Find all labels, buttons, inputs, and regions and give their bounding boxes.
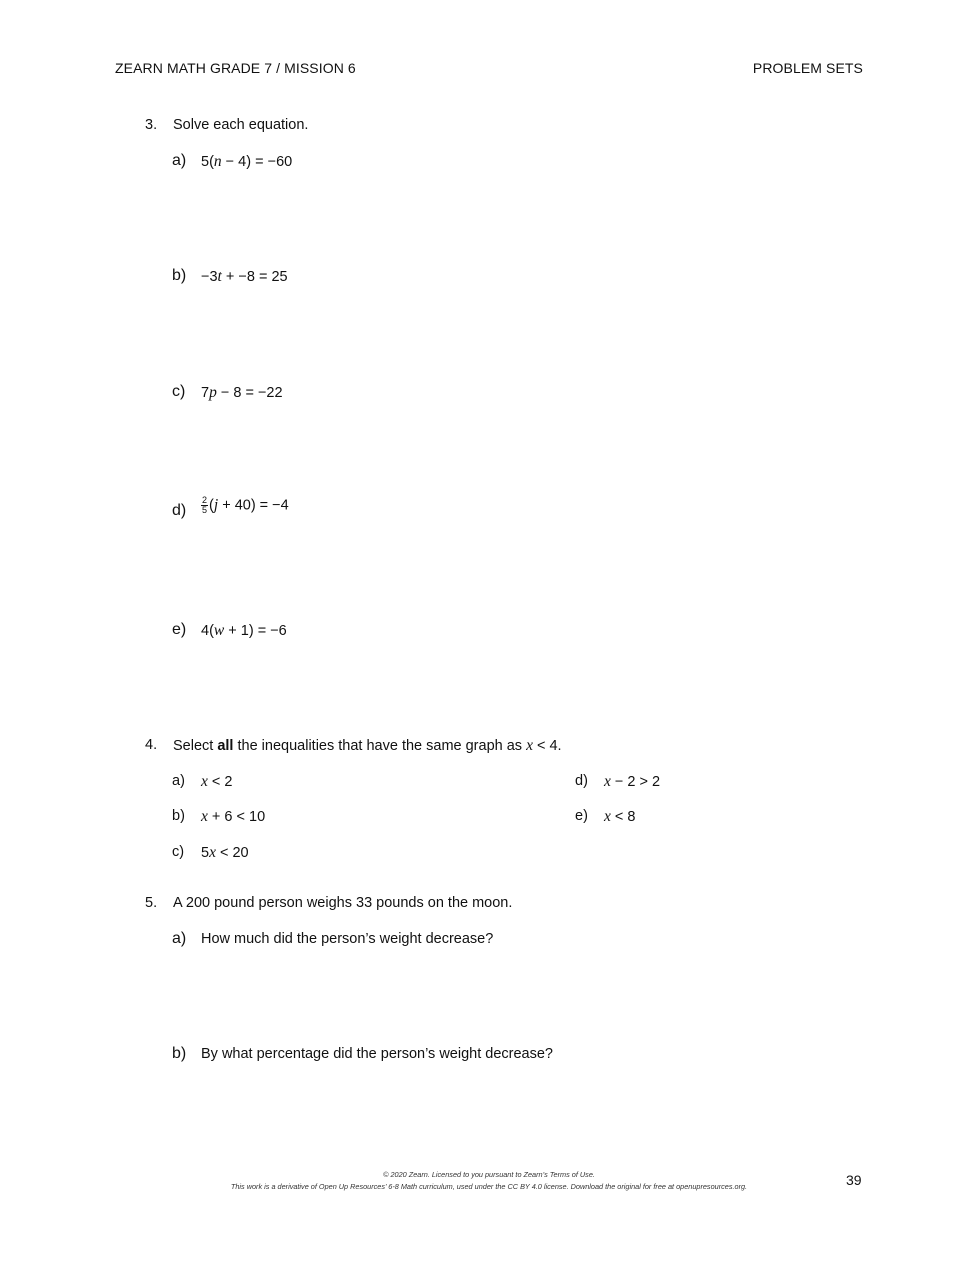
- q4c-inequality: 5x < 20: [201, 844, 249, 861]
- q4-number: 4.: [145, 737, 158, 753]
- q3e-label: e): [172, 621, 187, 638]
- q4d-label: d): [575, 773, 588, 789]
- q3c-equation: 7p − 8 = −22: [201, 384, 283, 401]
- q3a-equation: 5(n − 4) = −60: [201, 153, 293, 170]
- q3b-equation: −3t + −8 = 25: [201, 268, 288, 285]
- q5-number: 5.: [145, 895, 158, 911]
- q5-prompt: A 200 pound person weighs 33 pounds on the moon.: [173, 895, 513, 911]
- q3a-label: a): [172, 152, 187, 169]
- q3d-label: d): [172, 502, 187, 519]
- q4a-inequality: x < 2: [201, 773, 233, 790]
- q3-prompt: Solve each equation.: [173, 117, 309, 133]
- footer-license: This work is a derivative of Open Up Resources’ 6-8 Math curriculum, used under the CC BY 4.0 license. Download the original for free at openupresources.org.: [230, 1182, 748, 1191]
- q4e-inequality: x < 8: [604, 808, 636, 825]
- header-title: ZEARN MATH GRADE 7 / MISSION 6: [115, 60, 356, 76]
- q4b-label: b): [172, 808, 185, 824]
- header-section: PROBLEM SETS: [752, 60, 863, 76]
- q3e-equation: 4(w + 1) = −6: [201, 622, 287, 639]
- q5b-label: b): [172, 1045, 187, 1062]
- q4d-inequality: x − 2 > 2: [604, 773, 661, 790]
- fraction: $\frac{2}{5}$: [202, 495, 208, 515]
- q5a-label: a): [172, 930, 187, 947]
- q5b-question: By what percentage did the person’s weight decrease?: [201, 1046, 553, 1062]
- q4e-label: e): [575, 808, 588, 824]
- q4a-label: a): [172, 773, 185, 789]
- page-number: 39: [846, 1172, 862, 1188]
- footer-copyright: © 2020 Zearn. Licensed to you pursuant to Zearn’s Terms of Use.: [383, 1170, 595, 1179]
- q3b-label: b): [172, 267, 187, 284]
- q3c-label: c): [172, 383, 186, 400]
- q4b-inequality: x + 6 < 10: [201, 808, 266, 825]
- q4-prompt: Select all the inequalities that have the same graph as x < 4.: [173, 737, 562, 754]
- q3-number: 3.: [145, 117, 158, 133]
- q4c-label: c): [172, 844, 185, 860]
- q3d-equation: $\frac{2}{5}$ (j + 40) = −4: [202, 495, 289, 515]
- q5a-question: How much did the person’s weight decrease?: [201, 931, 494, 947]
